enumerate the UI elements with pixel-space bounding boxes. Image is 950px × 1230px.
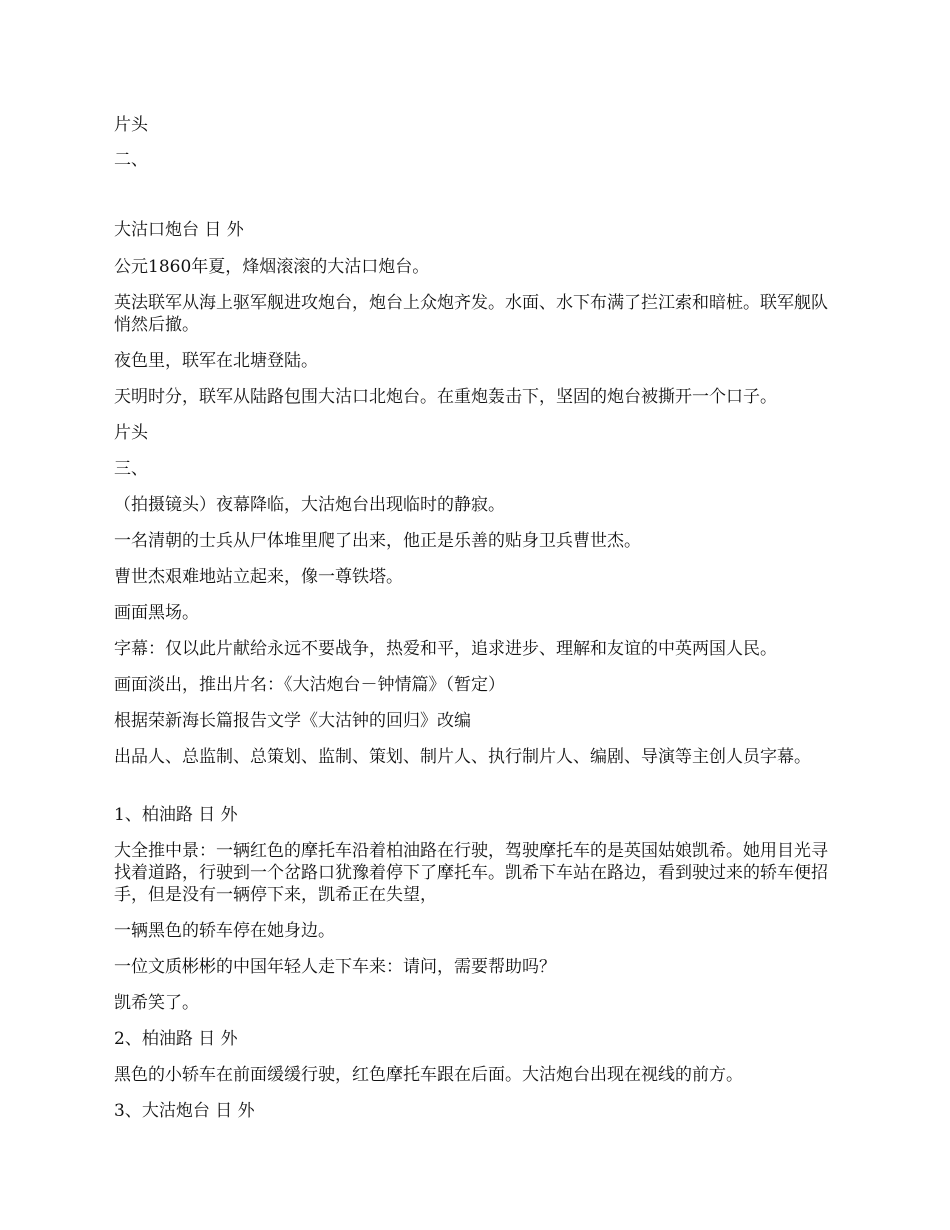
paragraph: 曹世杰艰难地站立起来，像一尊铁塔。 bbox=[114, 567, 403, 587]
paragraph: 凯希笑了。 bbox=[114, 993, 199, 1013]
paragraph: 大全推中景：一辆红色的摩托车沿着柏油路在行驶，驾驶摩托车的是英国姑娘凯希。她用目光寻找着道路，行驶到一个岔路口犹豫着停下了摩托车。凯希下车站在路边，看到驶过来的轿车便招手，但是没有一辆停下来，凯希正在失望， bbox=[114, 841, 828, 905]
paragraph: 片头 bbox=[114, 423, 148, 443]
paragraph: 出品人、总监制、总策划、监制、策划、制片人、执行制片人、编剧、导演等主创人员字幕。 bbox=[114, 747, 811, 767]
paragraph: 夜色里，联军在北塘登陆。 bbox=[114, 351, 318, 371]
paragraph: 一辆黑色的轿车停在她身边。 bbox=[114, 921, 335, 941]
paragraph: 根据荣新海长篇报告文学《大沽钟的回归》改编 bbox=[114, 711, 471, 731]
paragraph: 天明时分，联军从陆路包围大沽口北炮台。在重炮轰击下，坚固的炮台被撕开一个口子。 bbox=[114, 387, 777, 407]
paragraph: 二、 bbox=[114, 150, 148, 170]
paragraph: 一名清朝的士兵从尸体堆里爬了出来，他正是乐善的贴身卫兵曹世杰。 bbox=[114, 531, 641, 551]
paragraph: （拍摄镜头）夜幕降临，大沽炮台出现临时的静寂。 bbox=[114, 495, 505, 515]
paragraph: 片头 bbox=[114, 115, 148, 135]
paragraph: 英法联军从海上驱军舰进攻炮台，炮台上众炮齐发。水面、水下布满了拦江索和暗桩。联军舰队悄然后撤。 bbox=[114, 293, 828, 335]
paragraph: 公元1860年夏，烽烟滚滚的大沽口炮台。 bbox=[114, 257, 430, 277]
paragraph: 一位文质彬彬的中国年轻人走下车来：请问，需要帮助吗？ bbox=[114, 957, 556, 977]
scene-heading: 大沽口炮台 日 外 bbox=[114, 220, 244, 240]
paragraph: 字幕：仅以此片献给永远不要战争，热爱和平，追求进步、理解和友谊的中英两国人民。 bbox=[114, 639, 777, 659]
scene-heading: 1、柏油路 日 外 bbox=[114, 805, 238, 825]
paragraph: 黑色的小轿车在前面缓缓行驶，红色摩托车跟在后面。大沽炮台出现在视线的前方。 bbox=[114, 1065, 743, 1085]
scene-heading: 3、大沽炮台 日 外 bbox=[114, 1101, 255, 1121]
scene-heading: 2、柏油路 日 外 bbox=[114, 1029, 238, 1049]
paragraph: 画面黑场。 bbox=[114, 603, 199, 623]
paragraph: 三、 bbox=[114, 459, 148, 479]
paragraph: 画面淡出，推出片名：《大沽炮台－钟情篇》（暂定） bbox=[114, 675, 505, 695]
